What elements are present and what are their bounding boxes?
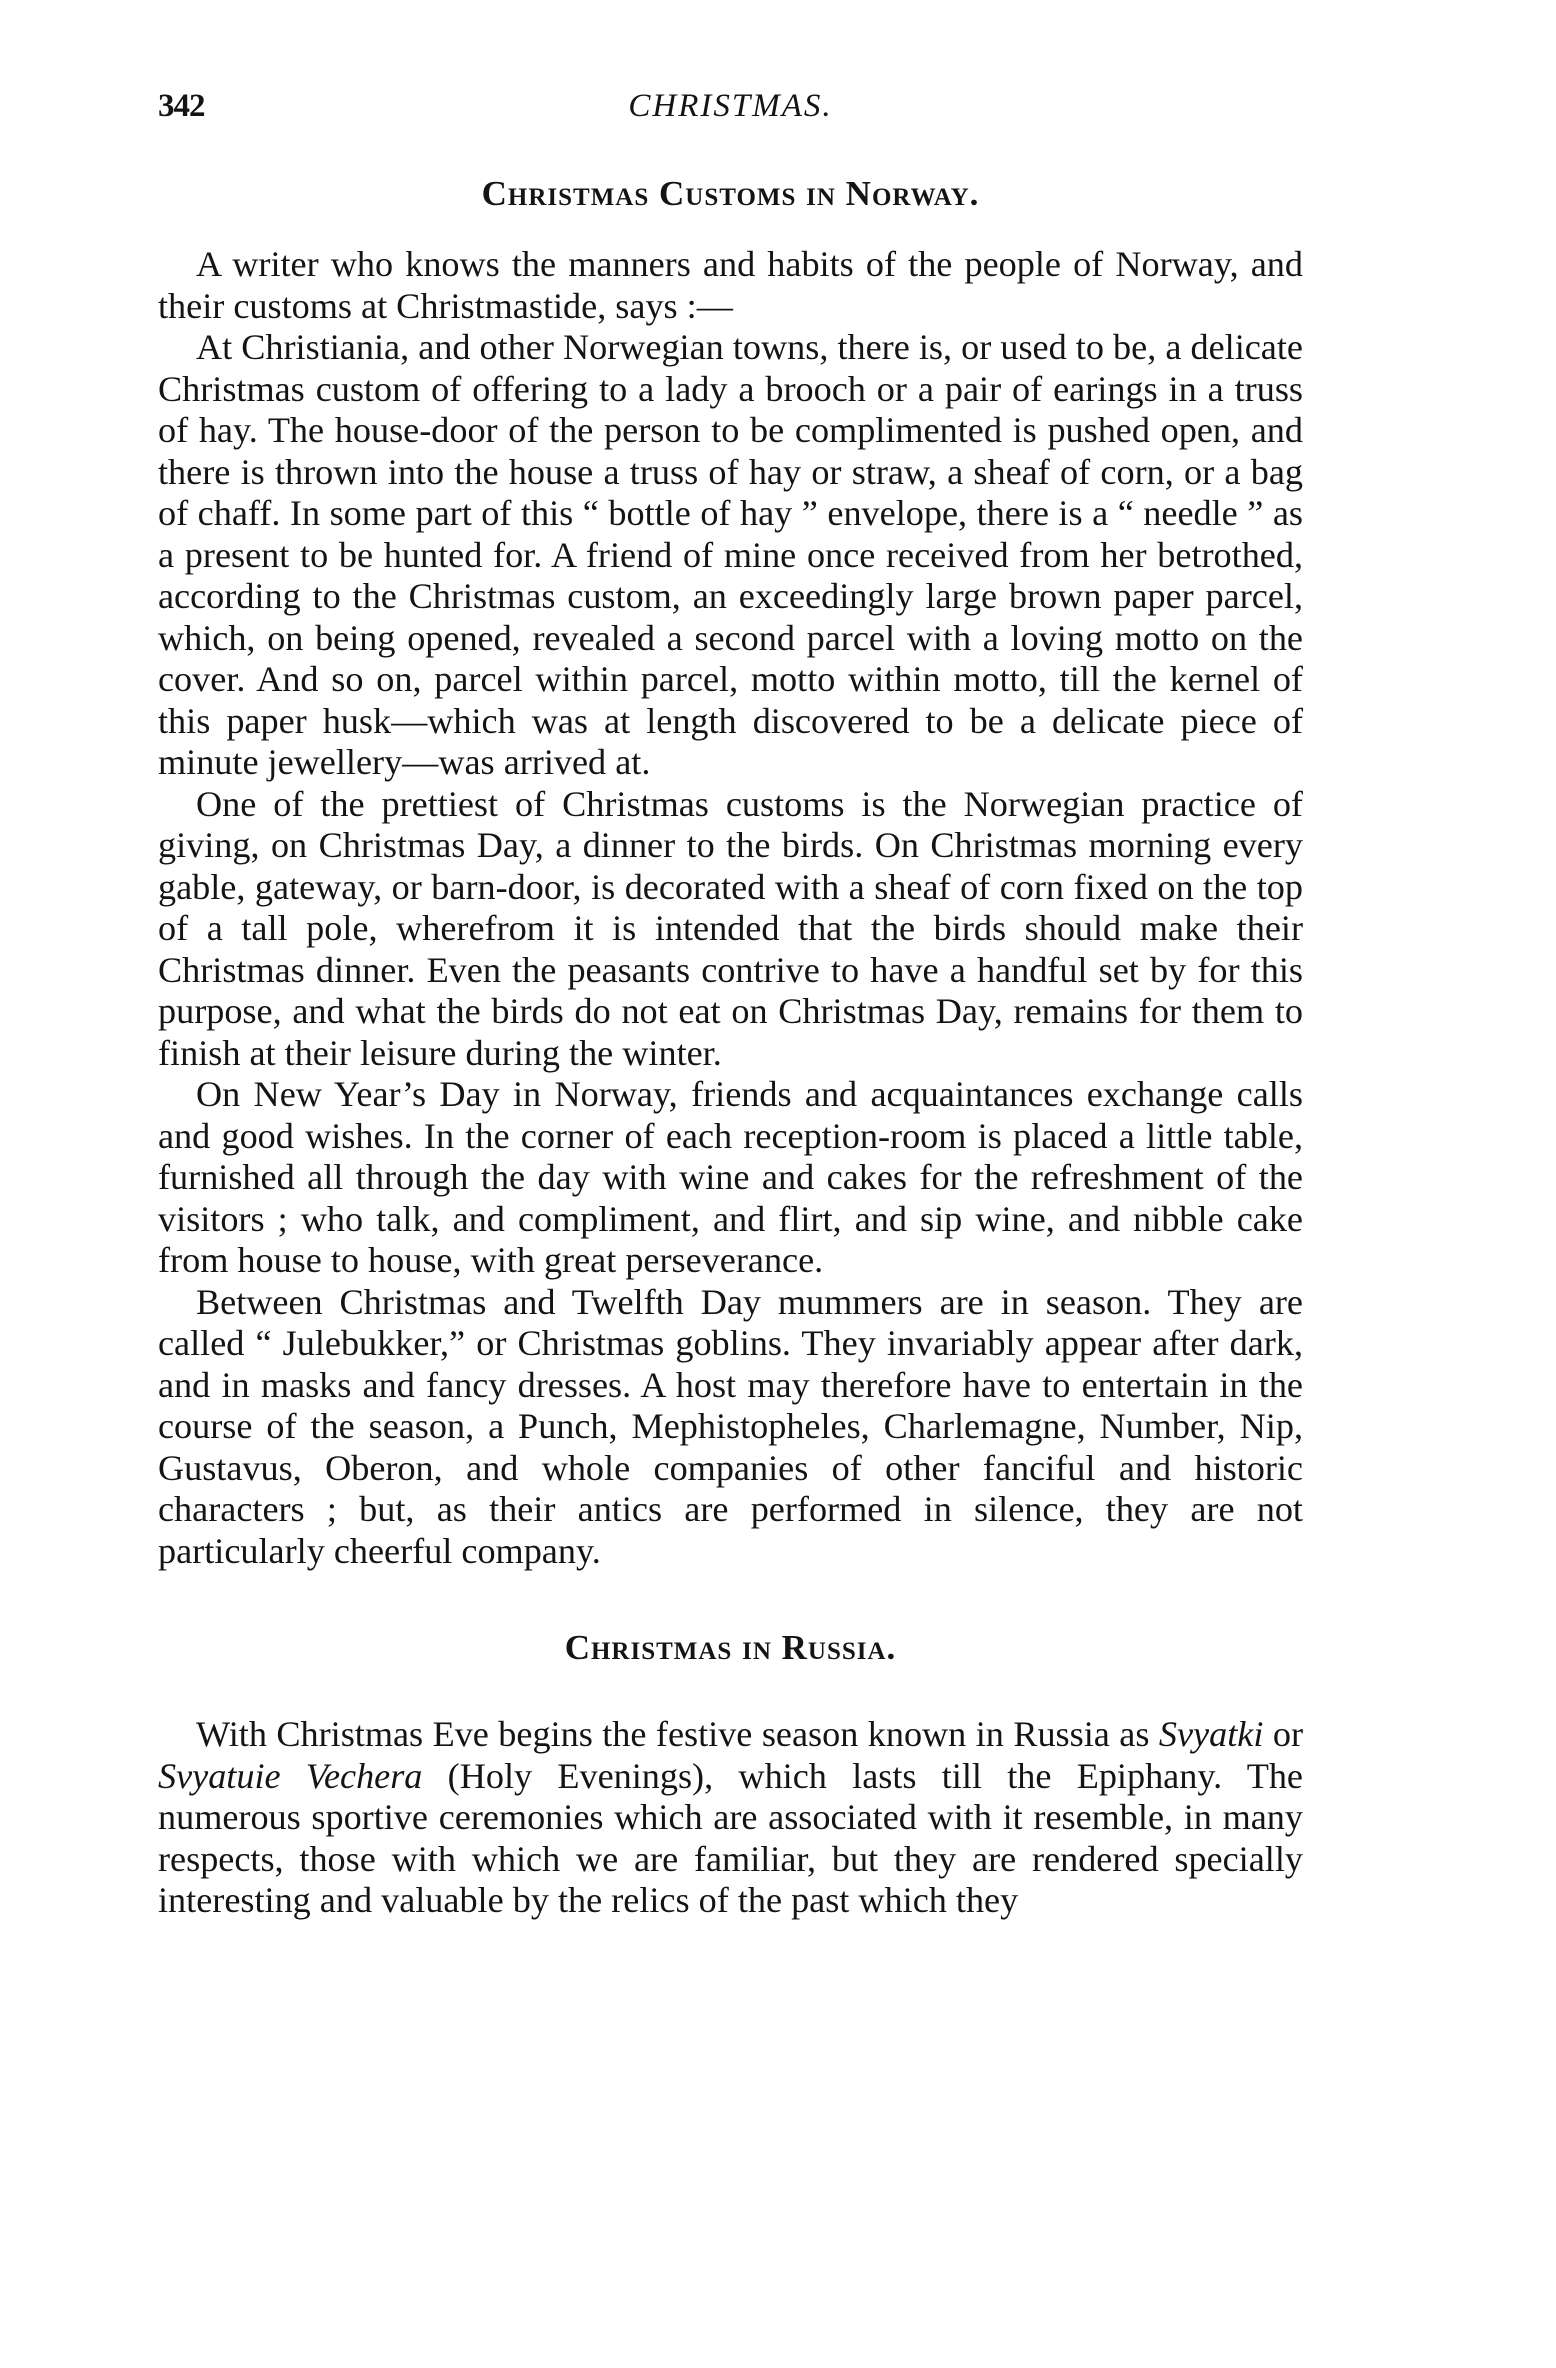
section-heading-norway: Christmas Customs in Norway. bbox=[481, 174, 980, 213]
section-body-norway bbox=[158, 244, 1303, 1572]
paragraph bbox=[158, 1714, 1303, 1922]
paragraph: Between Christmas and Twelfth Day mummers are in season. They are called “ Julebukker,” or Christmas goblins. They invariably appear after dark, and in masks and fancy dresses. A host may therefore have to entertain in the course of the season, a Punch, Mephistopheles, Charlemagne, Number, Nip, Gustavus, Oberon, and whole companies of other fanciful and historic characters ; but, as their antics are performed in silence, they are not particularly cheerful company. bbox=[158, 1281, 1303, 1571]
running-head bbox=[158, 88, 1303, 144]
text-run: or bbox=[1263, 1714, 1303, 1754]
text-run: With Christmas Eve begins the festive season known in Russia as bbox=[196, 1714, 1159, 1754]
paragraph: On New Year’s Day in Norway, friends and acquaintances exchange calls and good wishes. In the corner of each reception-room is placed a little table, furnished all through the day with wine and cakes for the refreshment of the visitors ; who talk, and compliment, and flirt, and sip wine, and nibble cake from house to house, with great perseverance. bbox=[158, 1074, 1303, 1280]
section-body-russia bbox=[158, 1714, 1303, 1922]
paragraph: A writer who knows the manners and habits of the people of Norway, and their customs at Christmastide, says :— bbox=[158, 244, 1303, 326]
text-run: (Holy Evenings), which lasts till the Epiphany. The numerous sportive ceremonies which are associated with it resemble, in many respects, those with which we are familiar, but they are rendered specially interesting and valuable by the relics of the past which they bbox=[158, 1755, 1303, 1920]
russian-term: Svyatki bbox=[1158, 1714, 1264, 1754]
page-number: 342 bbox=[158, 88, 205, 124]
russian-term: Svyatuie Vechera bbox=[158, 1755, 423, 1796]
paragraph: At Christiania, and other Norwegian towns, there is, or used to be, a delicate Christmas custom of offering to a lady a brooch or a pair of earings in a truss of hay. The house-door of the person to be complimented is pushed open, and there is thrown into the house a truss of hay or straw, a sheaf of corn, or a bag of chaff. In some part of this “ bottle of hay ” envelope, there is a “ needle ” as a present to be hunted for. A friend of mine once received from her betrothed, according to the Christmas custom, an exceedingly large brown paper parcel, which, on being opened, revealed a second parcel with a loving motto on the cover. And so on, parcel within parcel, motto within motto, till the kernel of this paper husk—which was at length discovered to be a delicate piece of minute jewellery—was arrived at. bbox=[158, 327, 1303, 782]
section-heading-russia: Christmas in Russia. bbox=[564, 1628, 897, 1667]
running-title: CHRISTMAS. bbox=[628, 88, 833, 124]
book-page bbox=[158, 88, 1303, 1922]
paragraph: One of the prettiest of Christmas customs is the Norwegian practice of giving, on Christmas Day, a dinner to the birds. On Christmas morning every gable, gateway, or barn-door, is decorated with a sheaf of corn fixed on the top of a tall pole, wherefrom it is intended that the birds should make their Christmas dinner. Even the peasants contrive to have a handful set by for this purpose, and what the birds do not eat on Christmas Day, remains for them to finish at their leisure during the winter. bbox=[158, 783, 1303, 1073]
